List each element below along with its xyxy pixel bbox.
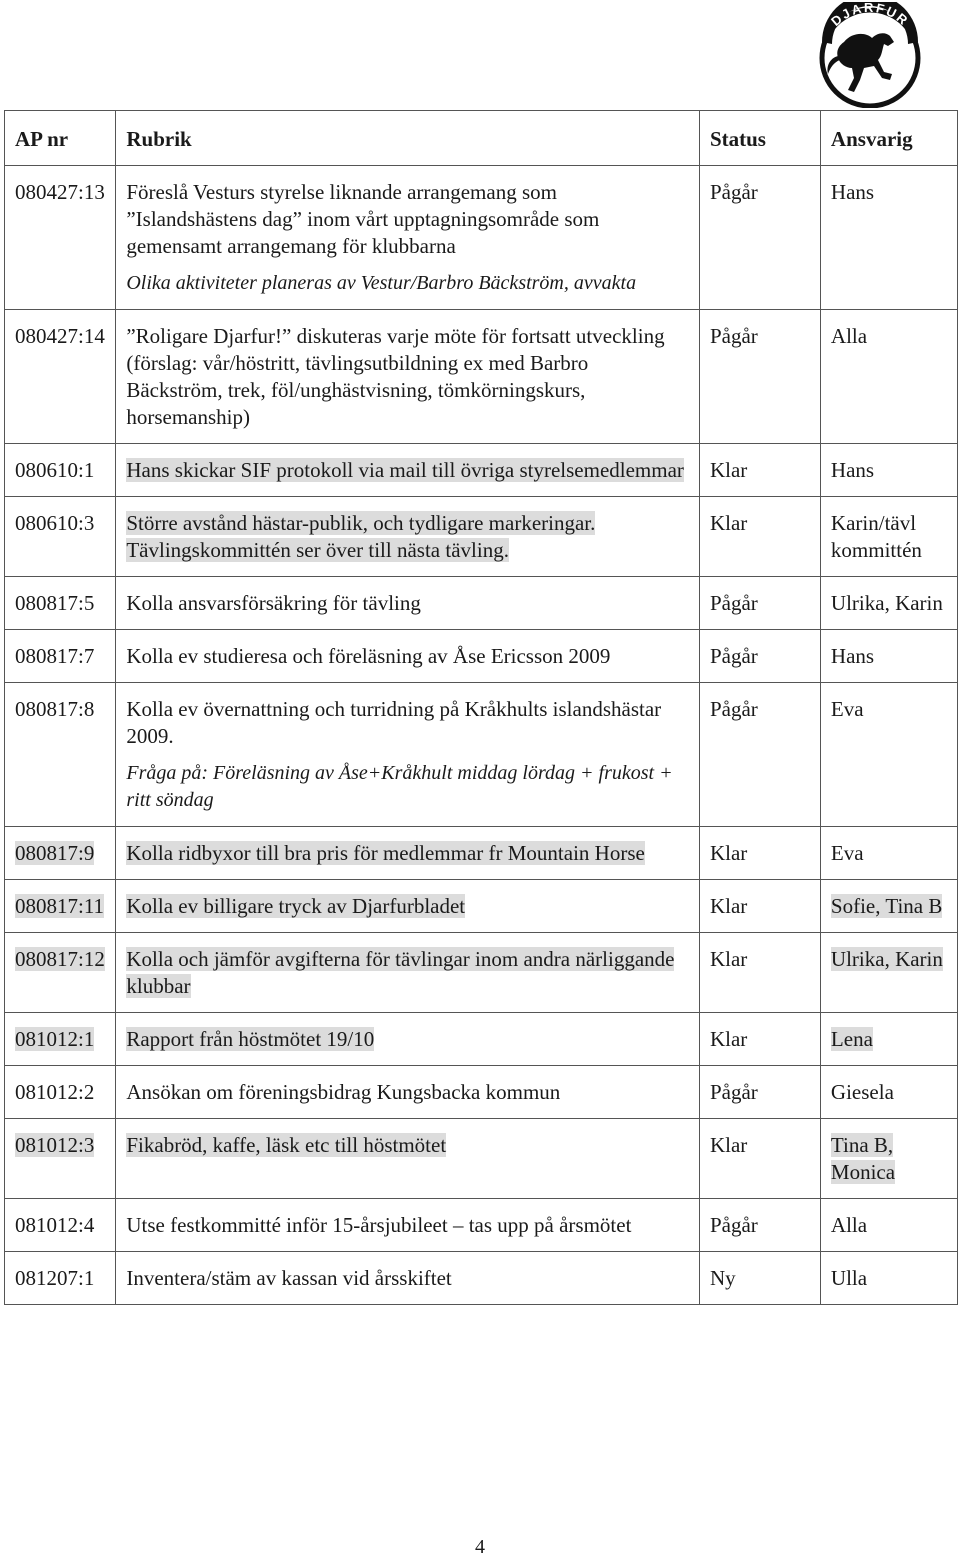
status-cell	[699, 933, 820, 1013]
ansvarig-cell-text: Hans	[830, 644, 875, 668]
ap-nr-cell-text: 080610:3	[15, 511, 95, 535]
rubrik-cell	[116, 880, 700, 933]
ansvarig-cell	[820, 444, 957, 497]
status-cell	[699, 1252, 820, 1305]
ansvarig-cell-text: Hans	[830, 458, 875, 482]
rubrik-cell	[116, 933, 700, 1013]
rubrik-cell-text: Kolla ansvarsförsäkring för tävling	[126, 591, 421, 615]
ansvarig-cell-text: Alla	[830, 324, 868, 348]
ap-nr-cell	[5, 827, 116, 880]
ap-nr-cell	[5, 497, 116, 577]
ansvarig-cell	[820, 577, 957, 630]
table-row	[5, 577, 958, 630]
ap-nr-cell	[5, 630, 116, 683]
ansvarig-cell-text: Hans	[830, 180, 875, 204]
status-cell-text: Ny	[709, 1266, 736, 1290]
ap-nr-cell-text: 081012:2	[15, 1080, 95, 1104]
ap-nr-cell-text: 080427:14	[15, 324, 105, 348]
ap-nr-cell	[5, 1066, 116, 1119]
ap-nr-cell-text: 081012:3	[15, 1133, 95, 1157]
rubrik-cell-text: Ansökan om föreningsbidrag Kungsbacka kommun	[126, 1080, 561, 1104]
table-header-row	[5, 111, 958, 166]
ansvarig-cell	[820, 1066, 957, 1119]
ap-nr-cell	[5, 444, 116, 497]
table-row	[5, 630, 958, 683]
rubrik-cell-text: Rapport från höstmötet 19/10	[126, 1027, 375, 1051]
header-ansvarig: Ansvarig	[820, 111, 957, 166]
ap-nr-cell	[5, 1119, 116, 1199]
table-row	[5, 310, 958, 444]
ap-nr-cell	[5, 310, 116, 444]
ap-nr-cell	[5, 1252, 116, 1305]
table-row	[5, 1013, 958, 1066]
svg-text:DJARFUR: DJARFUR	[828, 2, 912, 29]
status-cell-text: Pågår	[709, 644, 758, 668]
table-row	[5, 880, 958, 933]
rubrik-cell-text: Utse festkommitté inför 15-årsjubileet – tas upp på årsmötet	[126, 1213, 632, 1237]
status-cell	[699, 497, 820, 577]
ansvarig-cell-text: Tina B, Monica	[830, 1133, 896, 1184]
status-cell-text: Pågår	[709, 1080, 758, 1104]
header-ap-nr: AP nr	[5, 111, 116, 166]
ansvarig-cell	[820, 310, 957, 444]
table-row	[5, 827, 958, 880]
status-cell	[699, 1199, 820, 1252]
rubrik-cell	[116, 166, 700, 310]
ap-nr-cell-text: 080817:11	[15, 894, 105, 918]
status-cell-text: Pågår	[709, 697, 758, 721]
ap-nr-cell-text: 081012:1	[15, 1027, 95, 1051]
rubrik-cell-text: ”Roligare Djarfur!” diskuteras varje möte för fortsatt utveckling (förslag: vår/höstritt, tävlingsutbildning ex med Barbro Bäckström, trek, föl/unghästvisning, tömkörningskurs, horsemanship)	[126, 324, 665, 429]
rubrik-cell	[116, 827, 700, 880]
ansvarig-cell	[820, 880, 957, 933]
ansvarig-cell	[820, 1252, 957, 1305]
ansvarig-cell	[820, 1119, 957, 1199]
rubrik-cell	[116, 683, 700, 827]
status-cell	[699, 1013, 820, 1066]
status-cell	[699, 310, 820, 444]
ansvarig-cell	[820, 683, 957, 827]
status-cell-text: Klar	[709, 841, 748, 865]
page-number: 4	[475, 1536, 485, 1558]
status-cell	[699, 683, 820, 827]
ap-nr-cell-text: 080817:8	[15, 697, 95, 721]
rubrik-note: Fråga på: Föreläsning av Åse+Kråkhult middag lördag + frukost + ritt söndag	[126, 762, 673, 811]
action-points-table	[4, 110, 958, 1305]
status-cell	[699, 880, 820, 933]
ap-nr-cell-text: 081207:1	[15, 1266, 95, 1290]
ansvarig-cell	[820, 630, 957, 683]
ansvarig-cell-text: Giesela	[830, 1080, 894, 1104]
status-cell	[699, 166, 820, 310]
rubrik-cell-text: Kolla ev övernattning och turridning på Kråkhults islandshästar 2009.	[126, 697, 662, 748]
status-cell	[699, 630, 820, 683]
rubrik-cell-text: Föreslå Vesturs styrelse liknande arrangemang som ”Islandshästens dag” inom vårt upptagningsområde som gemensamt arrangemang för klubbarna	[126, 180, 600, 258]
ap-nr-cell	[5, 880, 116, 933]
ansvarig-cell-text: Sofie, Tina B	[830, 894, 943, 918]
table-row	[5, 444, 958, 497]
rubrik-cell-text: Hans skickar SIF protokoll via mail till övriga styrelsemedlemmar	[126, 458, 684, 482]
rubrik-cell-text: Kolla och jämför avgifterna för tävlingar inom andra närliggande klubbar	[126, 947, 675, 998]
table-body	[5, 166, 958, 1305]
rubrik-cell-text: Inventera/stäm av kassan vid årsskiftet	[126, 1266, 452, 1290]
table-row	[5, 166, 958, 310]
table-row	[5, 1252, 958, 1305]
ap-nr-cell-text: 081012:4	[15, 1213, 95, 1237]
status-cell	[699, 1119, 820, 1199]
rubrik-cell	[116, 310, 700, 444]
rubrik-cell	[116, 444, 700, 497]
rubrik-cell	[116, 1119, 700, 1199]
status-cell-text: Klar	[709, 947, 748, 971]
table-row	[5, 1119, 958, 1199]
status-cell	[699, 444, 820, 497]
header-status: Status	[699, 111, 820, 166]
ap-nr-cell-text: 080817:5	[15, 591, 95, 615]
rubrik-cell-text: Kolla ev studieresa och föreläsning av Åse Ericsson 2009	[126, 644, 611, 668]
table-row	[5, 1066, 958, 1119]
ansvarig-cell	[820, 1013, 957, 1066]
rubrik-cell	[116, 577, 700, 630]
rubrik-cell	[116, 1252, 700, 1305]
ap-nr-cell	[5, 577, 116, 630]
ansvarig-cell	[820, 1199, 957, 1252]
ap-nr-cell	[5, 683, 116, 827]
status-cell-text: Pågår	[709, 324, 758, 348]
ap-nr-cell	[5, 1013, 116, 1066]
ap-nr-cell-text: 080817:12	[15, 947, 105, 971]
header-rubrik: Rubrik	[116, 111, 700, 166]
status-cell	[699, 1066, 820, 1119]
ansvarig-cell-text: Alla	[830, 1213, 868, 1237]
ansvarig-cell	[820, 497, 957, 577]
ansvarig-cell-text: Eva	[830, 841, 864, 865]
ap-nr-cell-text: 080817:7	[15, 644, 95, 668]
ansvarig-cell-text: Ulla	[830, 1266, 868, 1290]
status-cell-text: Pågår	[709, 1213, 758, 1237]
rubrik-cell-text: Större avstånd hästar-publik, och tydligare markeringar. Tävlingskommittén ser över till nästa tävling.	[126, 511, 596, 562]
rubrik-note: Olika aktiviteter planeras av Vestur/Barbro Bäckström, avvakta	[126, 272, 637, 294]
ap-nr-cell-text: 080427:13	[15, 180, 105, 204]
rubrik-cell	[116, 1013, 700, 1066]
ap-nr-cell	[5, 933, 116, 1013]
table-row	[5, 497, 958, 577]
table-row	[5, 1199, 958, 1252]
status-cell-text: Pågår	[709, 180, 758, 204]
status-cell	[699, 827, 820, 880]
djarfur-logo	[808, 2, 932, 108]
ap-nr-cell	[5, 1199, 116, 1252]
rubrik-cell	[116, 1066, 700, 1119]
status-cell-text: Klar	[709, 458, 748, 482]
table-row	[5, 933, 958, 1013]
rubrik-cell	[116, 630, 700, 683]
ansvarig-cell-text: Ulrika, Karin	[830, 947, 943, 971]
rubrik-cell-text: Kolla ev billigare tryck av Djarfurbladet	[126, 894, 466, 918]
rubrik-cell	[116, 1199, 700, 1252]
rubrik-cell-text: Kolla ridbyxor till bra pris för medlemmar fr Mountain Horse	[126, 841, 645, 865]
ansvarig-cell	[820, 166, 957, 310]
rubrik-cell	[116, 497, 700, 577]
ansvarig-cell-text: Eva	[830, 697, 864, 721]
ansvarig-cell	[820, 827, 957, 880]
ap-nr-cell	[5, 166, 116, 310]
status-cell-text: Klar	[709, 511, 748, 535]
status-cell-text: Klar	[709, 1133, 748, 1157]
table-row	[5, 683, 958, 827]
status-cell-text: Klar	[709, 894, 748, 918]
ansvarig-cell	[820, 933, 957, 1013]
ap-nr-cell-text: 080817:9	[15, 841, 95, 865]
ansvarig-cell-text: Karin/tävl kommittén	[830, 511, 922, 562]
status-cell-text: Pågår	[709, 591, 758, 615]
status-cell-text: Klar	[709, 1027, 748, 1051]
ansvarig-cell-text: Lena	[830, 1027, 873, 1051]
ansvarig-cell-text: Ulrika, Karin	[830, 591, 943, 615]
rubrik-cell-text: Fikabröd, kaffe, läsk etc till höstmötet	[126, 1133, 447, 1157]
status-cell	[699, 577, 820, 630]
ap-nr-cell-text: 080610:1	[15, 458, 95, 482]
